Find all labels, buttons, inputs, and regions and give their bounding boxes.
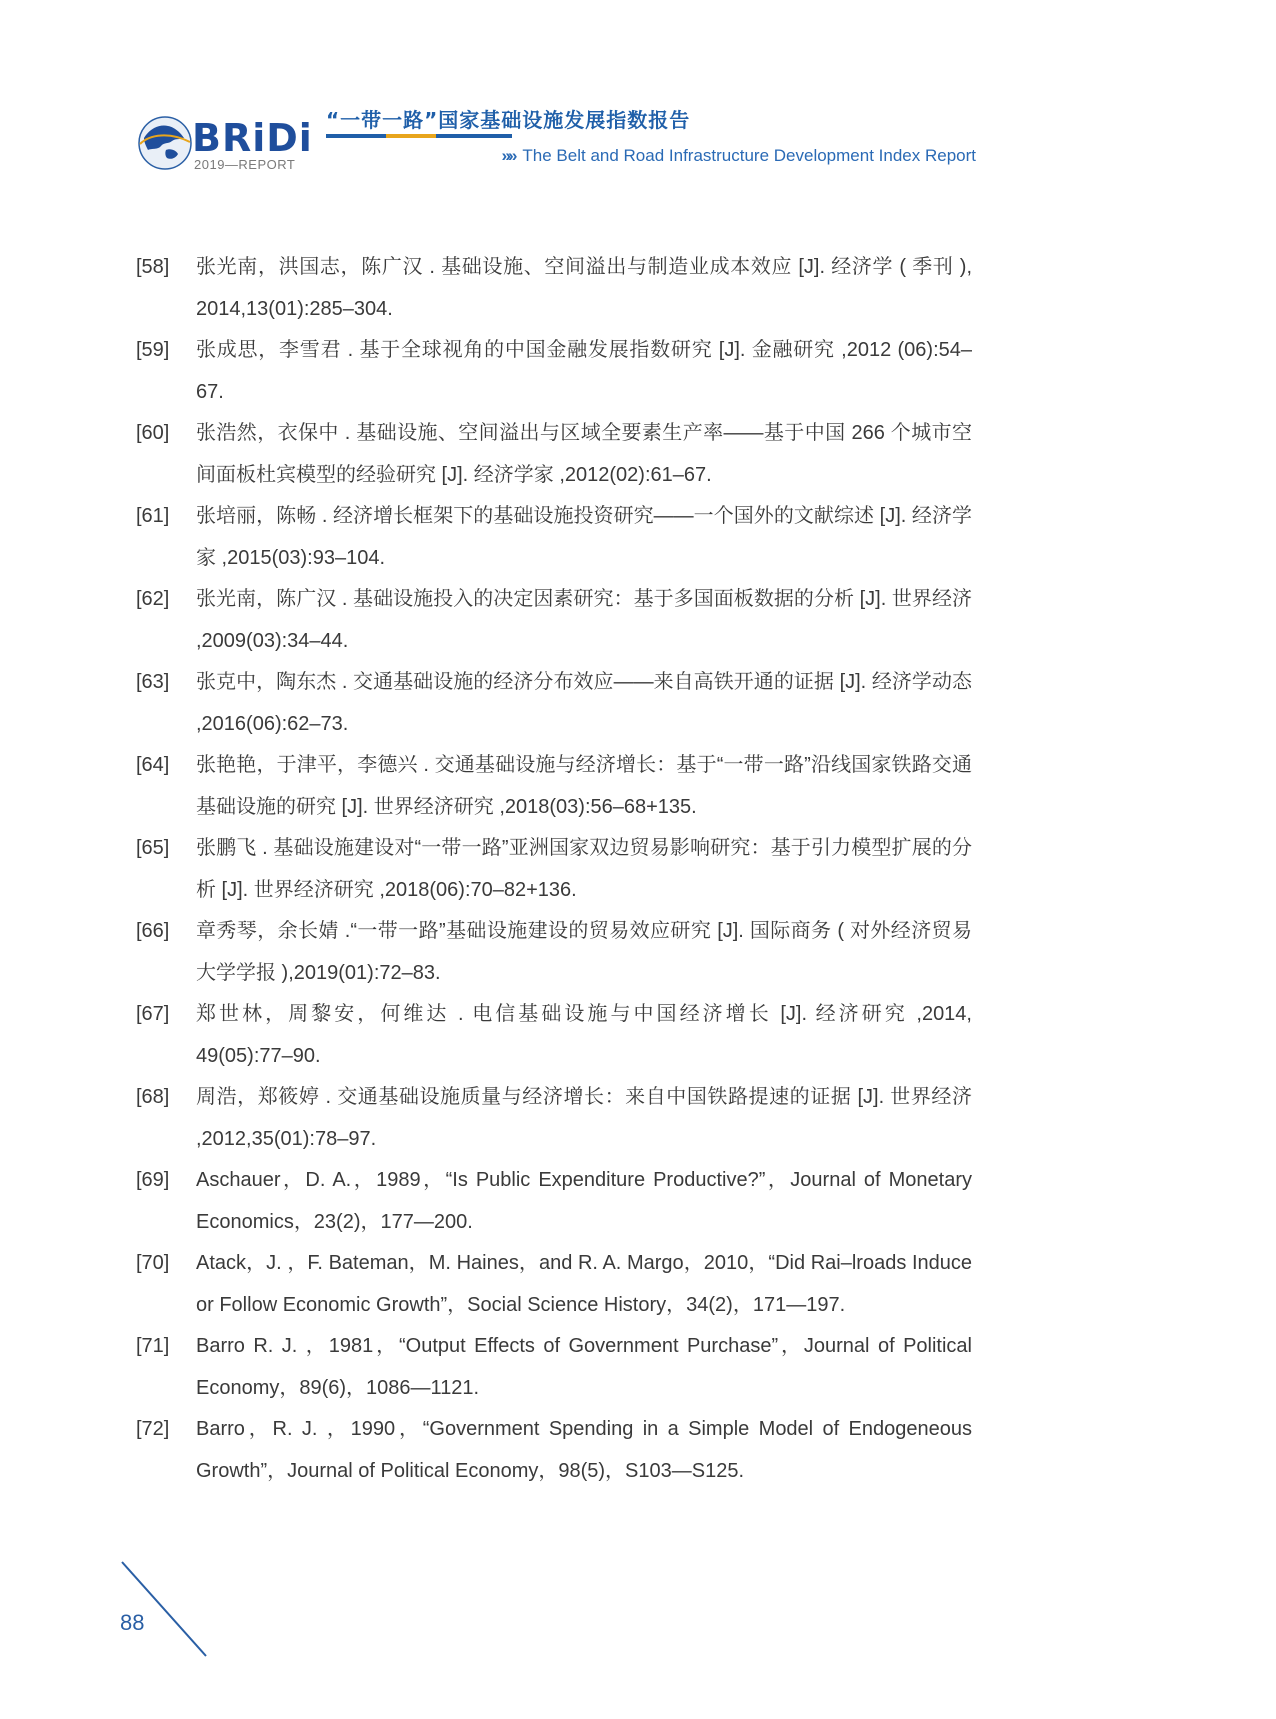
reference-text: Aschauer，D. A.，1989，“Is Public Expenditure Productive?”，Journal of Monetary Economics，23(2)，177—200. bbox=[196, 1169, 972, 1233]
reference-item bbox=[136, 496, 972, 579]
reference-item bbox=[136, 745, 972, 828]
reference-text: 张克中，陶东杰 . 交通基础设施的经济分布效应——来自高铁开通的证据 [J]. 经济学动态 ,2016(06):62–73. bbox=[196, 671, 972, 735]
reference-item bbox=[136, 1326, 972, 1409]
reference-item bbox=[136, 662, 972, 745]
report-title-cn: “一带一路”国家基础设施发展指数报告 bbox=[326, 108, 691, 132]
reference-number: [65] bbox=[136, 837, 170, 859]
reference-text: 郑世林，周黎安，何维达 . 电信基础设施与中国经济增长 [J]. 经济研究 ,2014, 49(05):77–90. bbox=[196, 1003, 972, 1067]
page-header bbox=[136, 100, 976, 180]
reference-item bbox=[136, 911, 972, 994]
reference-number: [61] bbox=[136, 505, 170, 527]
bridi-logo bbox=[136, 108, 313, 172]
reference-item bbox=[136, 579, 972, 662]
reference-list bbox=[136, 247, 972, 1492]
reference-number: [63] bbox=[136, 671, 170, 693]
reference-text: 张鹏飞 . 基础设施建设对“一带一路”亚洲国家双边贸易影响研究：基于引力模型扩展的分析 [J]. 世界经济研究 ,2018(06):70–82+136. bbox=[196, 837, 972, 901]
reference-number: [67] bbox=[136, 1003, 170, 1025]
report-title-en-text: The Belt and Road Infrastructure Development Index Report bbox=[522, 146, 976, 165]
reference-number: [59] bbox=[136, 339, 170, 361]
reference-number: [62] bbox=[136, 588, 170, 610]
reference-number: [66] bbox=[136, 920, 170, 942]
reference-item bbox=[136, 330, 972, 413]
page-number: 88 bbox=[120, 1610, 145, 1635]
reference-item bbox=[136, 413, 972, 496]
report-title-en bbox=[501, 146, 976, 166]
reference-number: [60] bbox=[136, 422, 170, 444]
title-underline bbox=[326, 134, 512, 138]
reference-item bbox=[136, 828, 972, 911]
reference-text: 张光南，陈广汉 . 基础设施投入的决定因素研究：基于多国面板数据的分析 [J]. 世界经济 ,2009(03):34–44. bbox=[196, 588, 972, 652]
reference-text: 张光南，洪国志，陈广汉 . 基础设施、空间溢出与制造业成本效应 [J]. 经济学 ( 季刊 ), 2014,13(01):285–304. bbox=[196, 256, 972, 320]
reference-text: 张培丽，陈畅 . 经济增长框架下的基础设施投资研究——一个国外的文献综述 [J]. 经济学家 ,2015(03):93–104. bbox=[196, 505, 972, 569]
reference-item bbox=[136, 1077, 972, 1160]
reference-number: [69] bbox=[136, 1169, 170, 1191]
globe-icon bbox=[136, 114, 194, 172]
reference-text: 张浩然，衣保中 . 基础设施、空间溢出与区域全要素生产率——基于中国 266 个城市空间面板杜宾模型的经验研究 [J]. 经济学家 ,2012(02):61–67. bbox=[196, 422, 972, 486]
reference-text: 周浩，郑筱婷 . 交通基础设施质量与经济增长：来自中国铁路提速的证据 [J]. 世界经济 ,2012,35(01):78–97. bbox=[196, 1086, 972, 1150]
reference-number: [72] bbox=[136, 1418, 170, 1440]
reference-number: [70] bbox=[136, 1252, 170, 1274]
reference-text: Barro R. J. ，1981，“Output Effects of Government Purchase”，Journal of Political Economy，89(6)，1086—1121. bbox=[196, 1335, 972, 1399]
reference-text: Barro，R. J. ，1990，“Government Spending in a Simple Model of Endogeneous Growth”，Journal of Political Economy，98(5)，S103—S125. bbox=[196, 1418, 972, 1482]
reference-number: [58] bbox=[136, 256, 170, 278]
reference-item bbox=[136, 247, 972, 330]
chevron-right-icon: »» bbox=[501, 146, 515, 165]
reference-text: 张成思，李雪君 . 基于全球视角的中国金融发展指数研究 [J]. 金融研究 ,2012 (06):54–67. bbox=[196, 339, 972, 403]
reference-number: [64] bbox=[136, 754, 170, 776]
reference-text: 章秀琴，余长婧 .“一带一路”基础设施建设的贸易效应研究 [J]. 国际商务 ( 对外经济贸易大学学报 ),2019(01):72–83. bbox=[196, 920, 972, 984]
reference-item bbox=[136, 1243, 972, 1326]
reference-item bbox=[136, 1160, 972, 1243]
logo-text: BRiDi bbox=[192, 116, 313, 160]
logo-subtitle: 2019—REPORT bbox=[194, 157, 296, 172]
reference-item bbox=[136, 994, 972, 1077]
reference-number: [68] bbox=[136, 1086, 170, 1108]
reference-number: [71] bbox=[136, 1335, 170, 1357]
reference-text: 张艳艳，于津平，李德兴 . 交通基础设施与经济增长：基于“一带一路”沿线国家铁路交通基础设施的研究 [J]. 世界经济研究 ,2018(03):56–68+135. bbox=[196, 754, 972, 818]
reference-text: Atack，J. ，F. Bateman，M. Haines，and R. A. Margo，2010，“Did Rai–lroads Induce or Follow Economic Growth”，Social Science History，34(2)，171—197. bbox=[196, 1252, 972, 1316]
reference-item bbox=[136, 1409, 972, 1492]
